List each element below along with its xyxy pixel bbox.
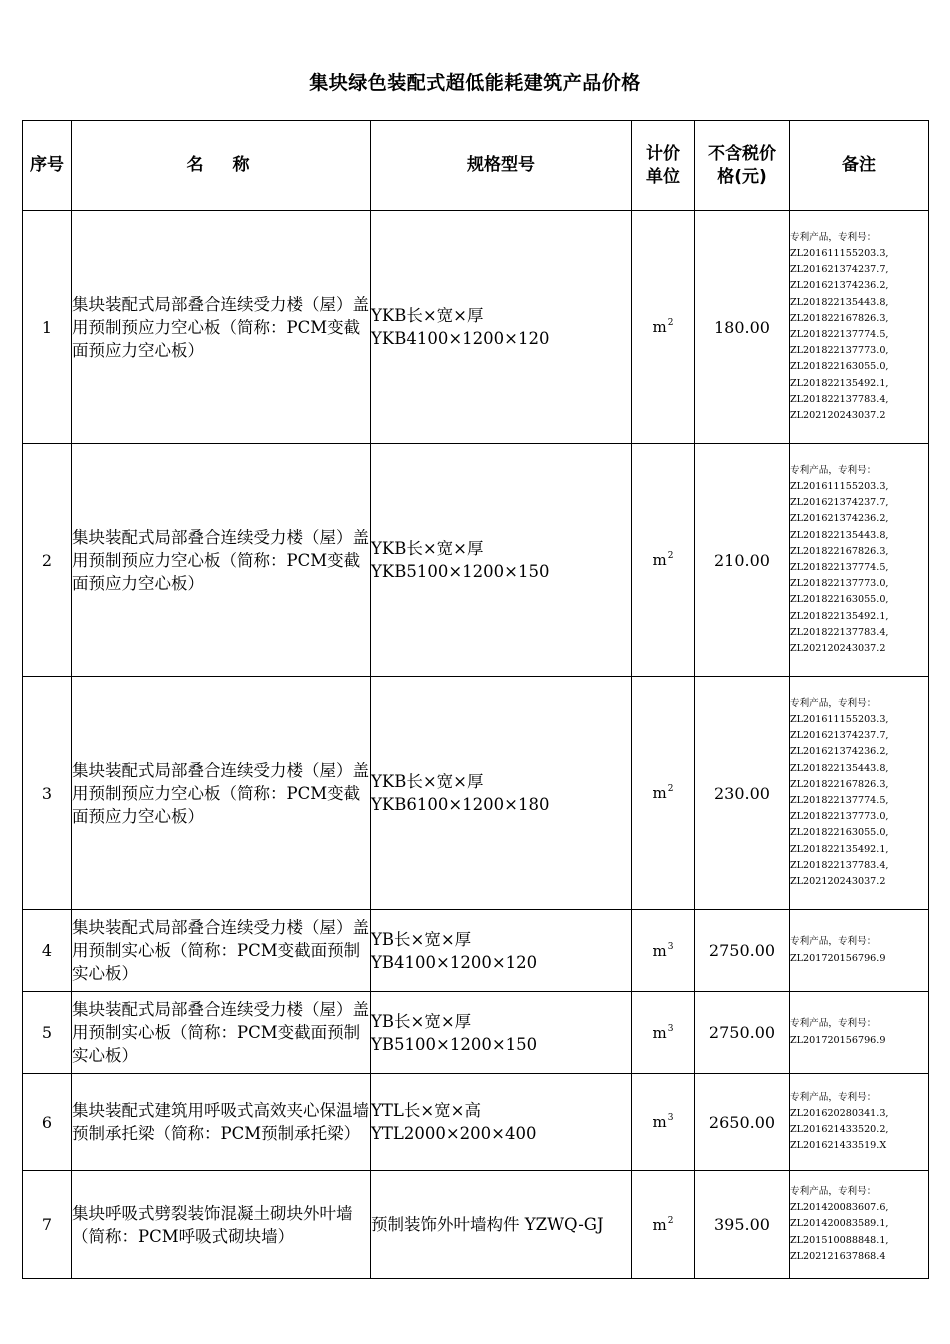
note-line: ZL201822137773.0, [790,811,889,823]
note-line: ZL201822167826.3, [790,545,889,557]
cell-note [790,677,929,910]
unit-exponent: 3 [667,1023,674,1034]
unit-exponent: 2 [667,1215,674,1226]
unit-base: m [652,318,667,336]
unit-base: m [652,1215,667,1234]
note-line: 专利产品，专利号： [790,1091,877,1103]
unit-exponent: 2 [667,318,674,328]
note-line: ZL201822137783.4, [790,393,889,405]
note-line: 专利产品，专利号： [790,231,877,243]
note-line: 专利产品，专利号： [790,464,877,476]
note-line: ZL201720156796.9 [790,1034,886,1046]
note-line: ZL201611155203.3, [790,480,889,492]
note-line: ZL201621374237.7, [790,497,889,509]
note-line: ZL201420083589.1, [790,1218,889,1230]
note-line: 专利产品，专利号： [790,1018,877,1030]
note-line: ZL201822135492.1, [790,610,889,622]
cell-price: 180.00 [695,211,790,444]
cell-name: 集块装配式局部叠合连续受力楼（屋）盖用预制预应力空心板（简称：PCM变截面预应力空心板） [72,444,371,677]
note-line: ZL201621374236.2, [790,513,889,525]
note-line: ZL202120243037.2 [790,410,886,422]
cell-unit [632,677,695,910]
cell-seq: 4 [23,910,72,992]
note-line: ZL201822135492.1, [790,843,889,855]
cell-note [790,1171,929,1279]
cell-price: 210.00 [695,444,790,677]
table-row [23,211,929,444]
note-line: ZL202120243037.2 [790,876,886,888]
table-row [23,1074,929,1171]
cell-unit [632,992,695,1074]
note-line: ZL201510088848.1, [790,1234,889,1246]
cell-spec: YKB长×宽×厚 YKB6100×1200×180 [371,677,632,910]
cell-spec: YKB长×宽×厚 YKB5100×1200×150 [371,444,632,677]
header-seq: 序号 [23,121,72,211]
header-name: 名 称 [72,121,371,211]
note-line: ZL201822135443.8, [790,529,889,541]
note-line: ZL201621433520.2, [790,1124,889,1135]
note-line: ZL201611155203.3, [790,247,889,259]
note-line: ZL201822137774.5, [790,795,889,806]
cell-unit [632,444,695,677]
note-line: ZL201720156796.9 [790,952,886,964]
note-line: ZL201822135492.1, [790,377,889,389]
note-line: ZL201822167826.3, [790,778,889,790]
cell-price: 395.00 [695,1171,790,1279]
cell-note [790,444,929,677]
unit-base: m [652,551,667,569]
cell-name: 集块呼吸式劈裂装饰混凝土砌块外叶墙（简称：PCM呼吸式砌块墙） [72,1171,371,1279]
unit-base: m [652,941,667,960]
cell-spec: YB长×宽×厚 YB5100×1200×150 [371,992,632,1074]
unit-base: m [652,1113,667,1131]
cell-price: 230.00 [695,677,790,910]
note-line: ZL201822135443.8, [790,762,889,774]
table-row [23,910,929,992]
note-line: ZL201822137783.4, [790,626,889,638]
unit-exponent: 2 [667,784,674,794]
note-line: ZL201822137774.5, [790,562,889,573]
header-price-line2: 格(元) [717,166,767,187]
unit-base: m [652,1023,667,1042]
note-line: 专利产品，专利号： [790,936,877,948]
cell-unit [632,910,695,992]
unit-exponent: 3 [667,941,674,952]
cell-name: 集块装配式局部叠合连续受力楼（屋）盖用预制实心板（简称：PCM变截面预制实心板） [72,992,371,1074]
cell-price: 2750.00 [695,910,790,992]
header-unit-line1: 计价 [646,143,680,164]
cell-name: 集块装配式局部叠合连续受力楼（屋）盖用预制实心板（简称：PCM变截面预制实心板） [72,910,371,992]
cell-name: 集块装配式建筑用呼吸式高效夹心保温墙预制承托梁（简称：PCM预制承托梁） [72,1074,371,1171]
price-table [22,120,929,1279]
cell-seq: 3 [23,677,72,910]
page-title: 集块绿色装配式超低能耗建筑产品价格 [309,72,641,94]
note-line: ZL201621374237.7, [790,264,889,276]
table-row [23,992,929,1074]
cell-unit [632,1171,695,1279]
note-line: ZL201621433519.X [790,1140,887,1152]
note-line: ZL201621374236.2, [790,280,889,292]
cell-seq: 1 [23,211,72,444]
cell-seq: 7 [23,1171,72,1279]
unit-exponent: 3 [667,1113,674,1123]
note-line: ZL201822137773.0, [790,345,889,357]
note-line: ZL201420083607.6, [790,1202,889,1214]
cell-price: 2650.00 [695,1074,790,1171]
header-spec: 规格型号 [371,121,632,211]
note-line: 专利产品，专利号： [790,697,877,709]
note-line: ZL201822167826.3, [790,312,889,324]
cell-spec: YB长×宽×厚 YB4100×1200×120 [371,910,632,992]
cell-price: 2750.00 [695,992,790,1074]
cell-seq: 2 [23,444,72,677]
header-unit-line2: 单位 [646,166,680,187]
cell-spec: YTL长×宽×高 YTL2000×200×400 [371,1074,632,1171]
table-row [23,677,929,910]
note-line: 专利产品，专利号： [790,1185,877,1197]
cell-name: 集块装配式局部叠合连续受力楼（屋）盖用预制预应力空心板（简称：PCM变截面预应力空心板） [72,677,371,910]
cell-spec: YKB长×宽×厚 YKB4100×1200×120 [371,211,632,444]
table-row [23,444,929,677]
cell-seq: 6 [23,1074,72,1171]
cell-name: 集块装配式局部叠合连续受力楼（屋）盖用预制预应力空心板（简称：PCM变截面预应力空心板） [72,211,371,444]
note-line: ZL201822137783.4, [790,859,889,871]
note-line: ZL201621374237.7, [790,730,889,742]
cell-seq: 5 [23,992,72,1074]
table-header-row [23,121,929,211]
header-note: 备注 [790,121,929,211]
note-line: ZL202121637868.4 [790,1250,886,1262]
header-price-line1: 不含税价 [708,143,776,164]
note-line: ZL201611155203.3, [790,713,889,725]
header-unit [632,121,695,211]
note-line: ZL202120243037.2 [790,643,886,655]
header-price [695,121,790,211]
note-line: ZL201620280341.3, [790,1107,889,1119]
note-line: ZL201822163055.0, [790,827,889,839]
cell-unit [632,1074,695,1171]
note-line: ZL201822135443.8, [790,296,889,308]
note-line: ZL201822137773.0, [790,578,889,590]
cell-unit [632,211,695,444]
cell-note [790,1074,929,1171]
note-line: ZL201822163055.0, [790,594,889,606]
note-line: ZL201621374236.2, [790,746,889,758]
cell-spec: 预制装饰外叶墙构件 YZWQ-GJ [371,1171,632,1279]
table-row [23,1171,929,1279]
note-line: ZL201822137774.5, [790,329,889,340]
note-line: ZL201822163055.0, [790,361,889,373]
cell-note [790,910,929,992]
unit-exponent: 2 [667,551,674,561]
cell-note [790,211,929,444]
cell-note [790,992,929,1074]
unit-base: m [652,784,667,802]
